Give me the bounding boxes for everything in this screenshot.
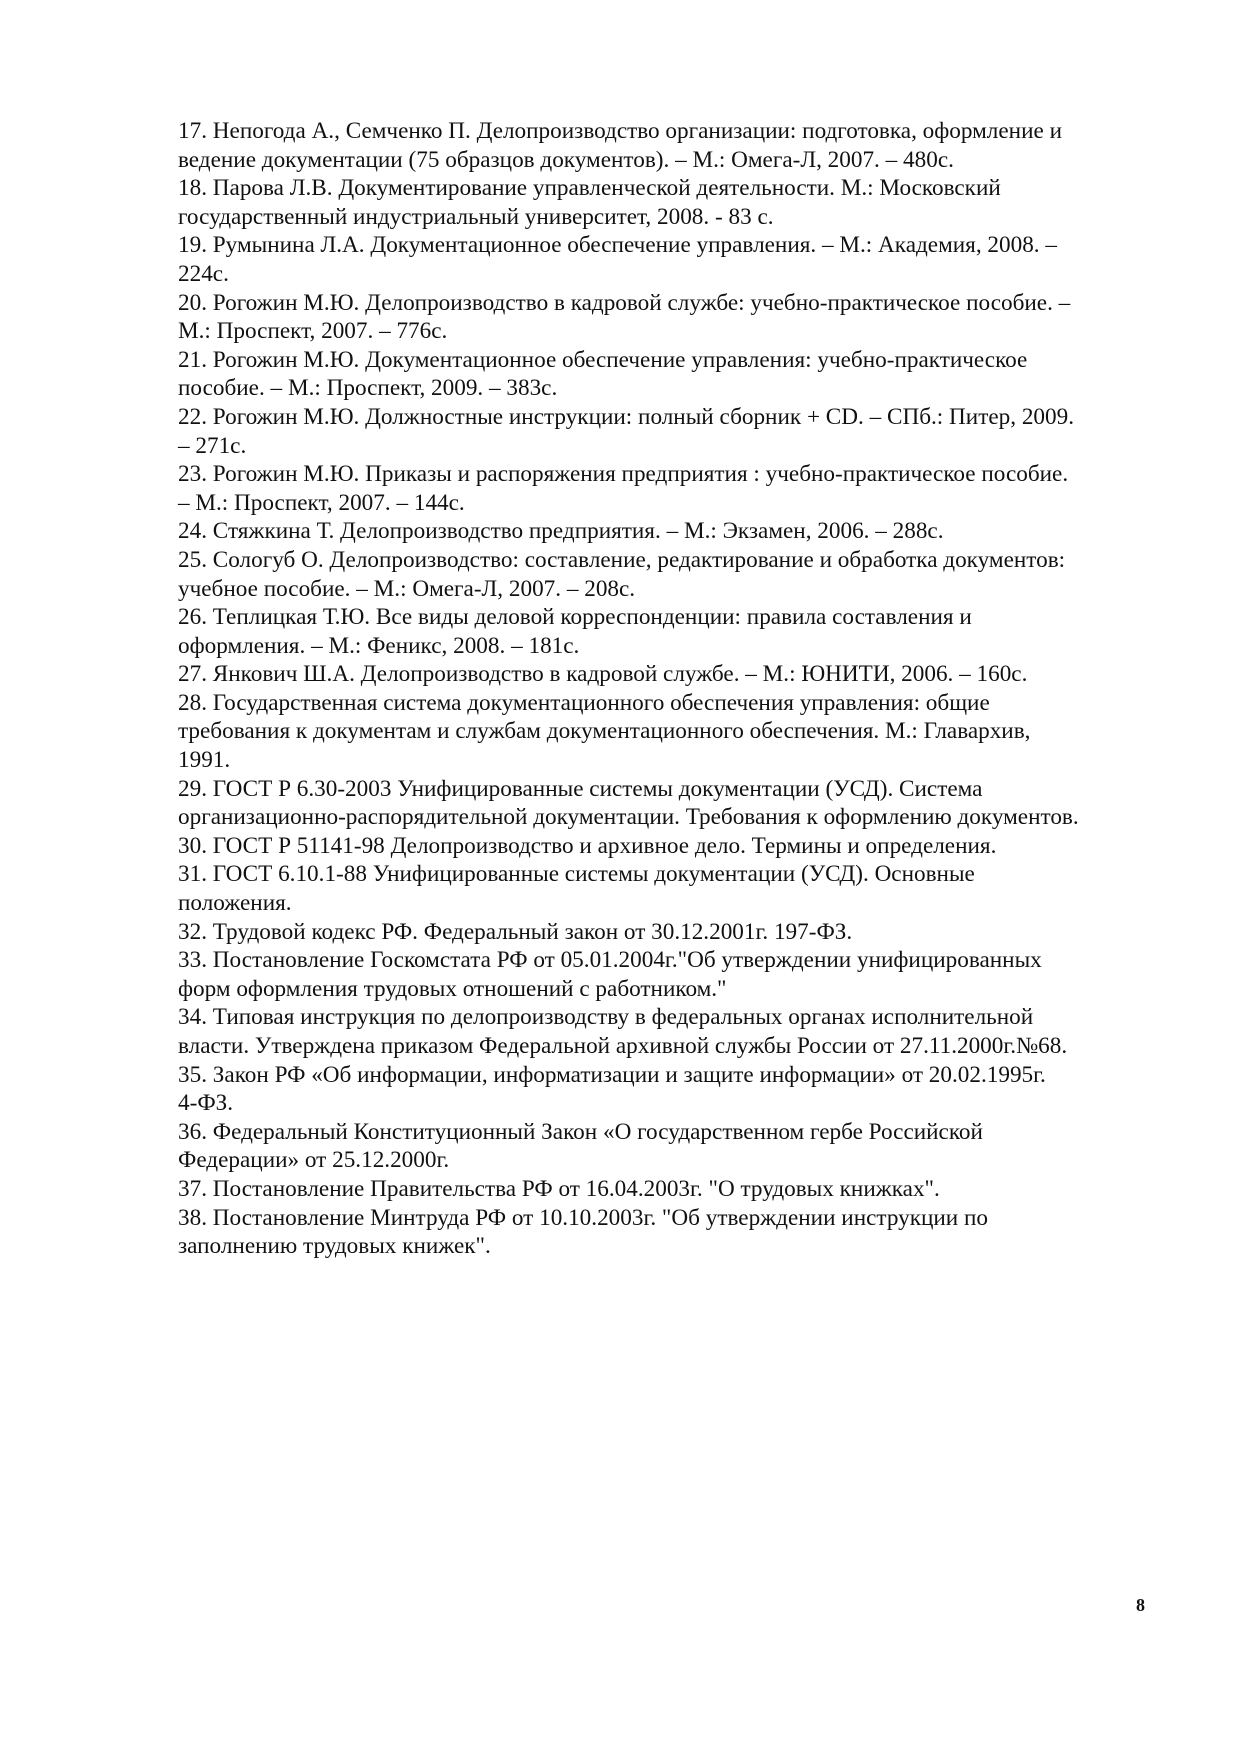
reference-entry <box>178 860 1178 917</box>
reference-line: учебное пособие. – М.: Омега-Л, 2007. – 208с. <box>178 575 636 602</box>
reference-line: оформления. – М.: Феникс, 2008. – 181с. <box>178 632 580 659</box>
reference-line: Федерации» от 25.12.2000г. <box>178 1147 450 1174</box>
reference-line: 20. Рогожин М.Ю. Делопроизводство в кадровой службе: учебно-практическое пособие. – <box>178 289 1071 316</box>
reference-line: 27. Янкович Ш.А. Делопроизводство в кадровой службе. – М.: ЮНИТИ, 2006. – 160с. <box>178 661 1028 688</box>
reference-line: 36. Федеральный Конституционный Закон «О государственном гербе Российской <box>178 1118 983 1145</box>
reference-line: пособие. – М.: Проспект, 2009. – 383с. <box>178 375 558 402</box>
reference-line: 25. Сологуб О. Делопроизводство: составление, редактирование и обработка документов: <box>178 546 1066 573</box>
reference-entry <box>178 346 1178 403</box>
reference-line: – 271с. <box>178 432 247 459</box>
reference-entry <box>178 1118 1178 1175</box>
reference-line: положения. <box>178 890 292 917</box>
reference-entry <box>178 460 1178 517</box>
reference-line: 32. Трудовой кодекс РФ. Федеральный закон от 30.12.2001г. 197-ФЗ. <box>178 918 853 945</box>
reference-line: 30. ГОСТ Р 51141-98 Делопроизводство и архивное дело. Термины и определения. <box>178 832 997 859</box>
reference-line: 22. Рогожин М.Ю. Должностные инструкции: полный сборник + CD. – СПб.: Питер, 2009. <box>178 403 1074 430</box>
reference-line: М.: Проспект, 2007. – 776с. <box>178 318 448 345</box>
reference-line: 1991. <box>178 747 231 774</box>
reference-entry <box>178 775 1178 832</box>
reference-line: 24. Стяжкина Т. Делопроизводство предприятия. – М.: Экзамен, 2006. – 288с. <box>178 518 944 545</box>
reference-entry <box>178 660 1178 689</box>
reference-entry <box>178 832 1178 861</box>
reference-line: 37. Постановление Правительства РФ от 16.04.2003г. "О трудовых книжках". <box>178 1175 940 1202</box>
reference-entry <box>178 517 1178 546</box>
reference-line: 31. ГОСТ 6.10.1-88 Унифицированные системы документации (УСД). Основные <box>178 861 975 888</box>
reference-entry <box>178 174 1178 231</box>
reference-line: 28. Государственная система документационного обеспечения управления: общие <box>178 689 990 716</box>
reference-line: 26. Теплицкая Т.Ю. Все виды деловой корреспонденции: правила составления и <box>178 604 972 631</box>
reference-entry <box>178 946 1178 1003</box>
reference-line: ведение документации (75 образцов документов). – М.: Омега-Л, 2007. – 480с. <box>178 146 954 173</box>
reference-list <box>178 117 1178 1261</box>
reference-entry <box>178 546 1178 603</box>
reference-line: 35. Закон РФ «Об информации, информатизации и защите информации» от 20.02.1995г. <box>178 1061 1046 1088</box>
reference-line: 18. Парова Л.В. Документирование управленческой деятельности. М.: Московский <box>178 175 1001 202</box>
reference-line: 17. Непогода А., Семченко П. Делопроизводство организации: подготовка, оформление и <box>178 118 1062 144</box>
reference-line: 224с. <box>178 260 229 287</box>
reference-line: 23. Рогожин М.Ю. Приказы и распоряжения предприятия : учебно-практическое пособие. <box>178 461 1069 488</box>
reference-line: заполнению трудовых книжек". <box>178 1233 491 1260</box>
reference-line: требования к документам и службам документационного обеспечения. М.: Главархив, <box>178 718 1031 745</box>
reference-entry <box>178 231 1178 288</box>
reference-entry <box>178 289 1178 346</box>
reference-entry <box>178 403 1178 460</box>
reference-line: 38. Постановление Минтруда РФ от 10.10.2003г. "Об утверждении инструкции по <box>178 1204 988 1231</box>
page-number: 8 <box>1136 1595 1145 1615</box>
reference-line: 19. Румынина Л.А. Документационное обеспечение управления. – М.: Академия, 2008. – <box>178 232 1057 259</box>
reference-line: организационно-распорядительной документации. Требования к оформлению документов. <box>178 804 1079 831</box>
reference-line: 4-ФЗ. <box>178 1090 234 1117</box>
reference-entry <box>178 918 1178 947</box>
reference-line: власти. Утверждена приказом Федеральной архивной службы России от 27.11.2000г.№68. <box>178 1033 1068 1059</box>
reference-line: государственный индустриальный университет, 2008. - 83 с. <box>178 203 774 230</box>
reference-entry <box>178 603 1178 660</box>
reference-entry <box>178 1204 1178 1261</box>
reference-line: – М.: Проспект, 2007. – 144с. <box>178 489 465 516</box>
reference-entry <box>178 1175 1178 1204</box>
reference-entry <box>178 1003 1178 1060</box>
reference-line: 21. Рогожин М.Ю. Документационное обеспечение управления: учебно-практическое <box>178 346 1028 373</box>
reference-line: 33. Постановление Госкомстата РФ от 05.01.2004г."Об утверждении унифицированных <box>178 947 1042 974</box>
reference-entry <box>178 1061 1178 1118</box>
reference-line: 34. Типовая инструкция по делопроизводству в федеральных органах исполнительной <box>178 1004 1034 1031</box>
reference-line: форм оформления трудовых отношений с работником." <box>178 975 727 1002</box>
reference-entry <box>178 117 1178 174</box>
reference-line: 29. ГОСТ Р 6.30-2003 Унифицированные системы документации (УСД). Система <box>178 775 983 802</box>
reference-entry <box>178 689 1178 775</box>
